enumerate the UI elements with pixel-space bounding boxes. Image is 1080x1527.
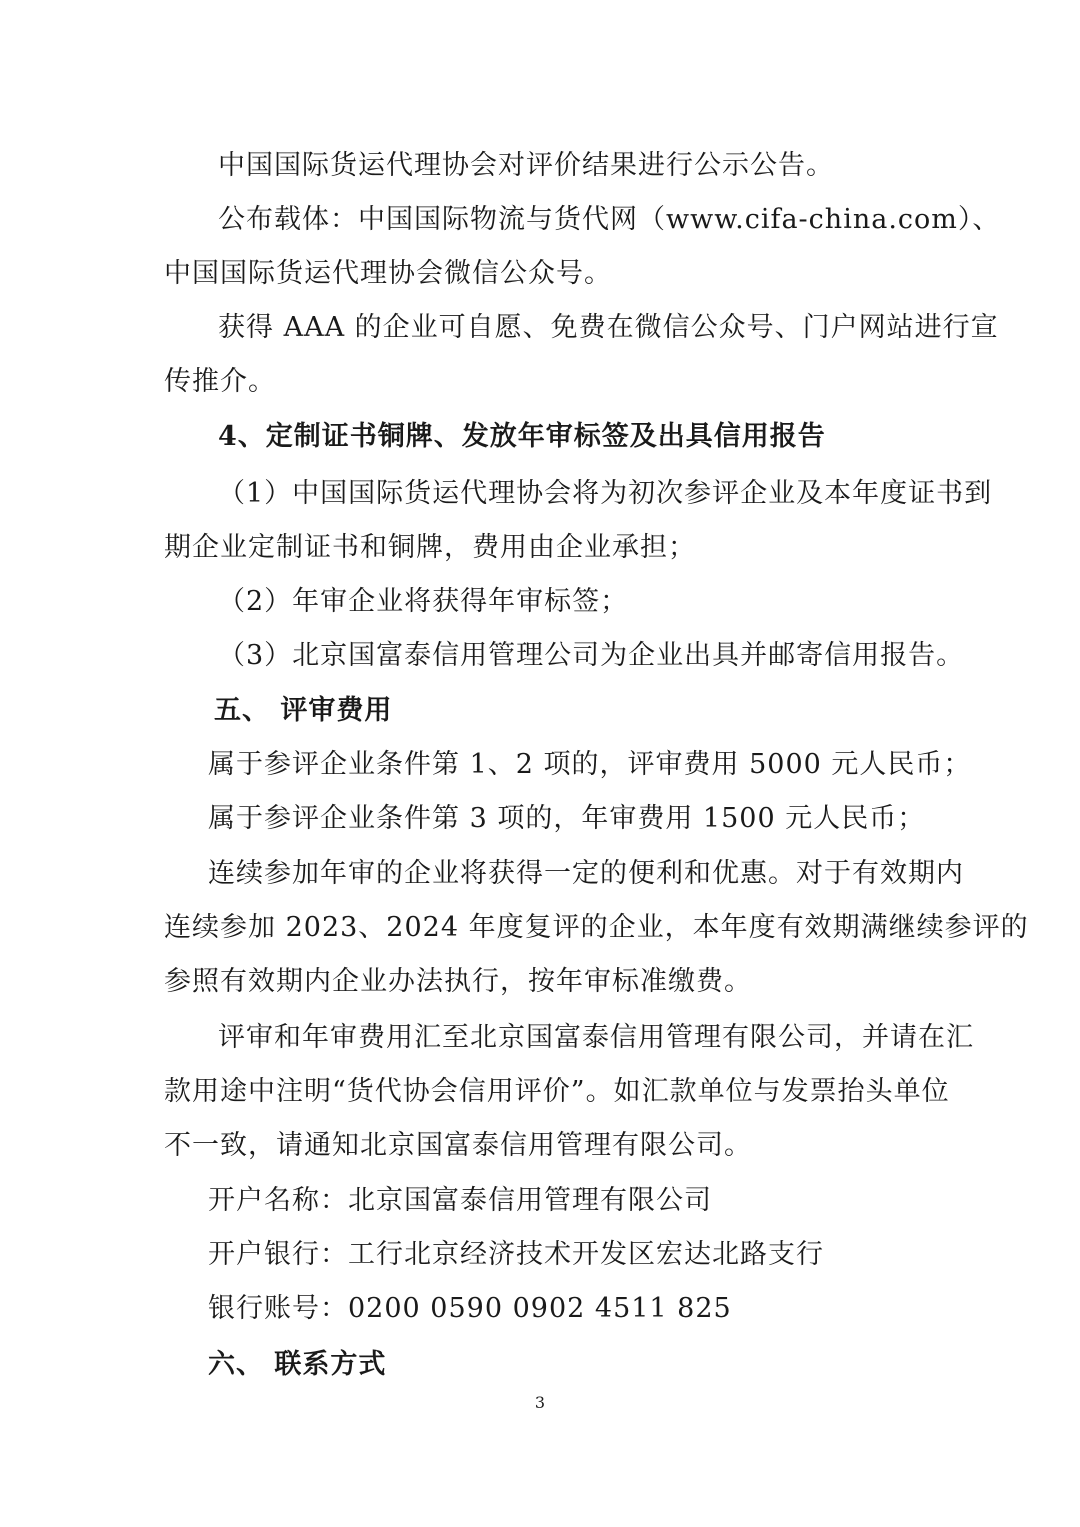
- bank-name-line: 开户银行：工行北京经济技术开发区宏达北路支行: [208, 1239, 824, 1270]
- paragraph-line: 属于参评企业条件第 1、2 项的，评审费用 5000 元人民币；: [208, 749, 972, 780]
- paragraph-line: 传推介。: [164, 366, 276, 397]
- paragraph-line: 款用途中注明“货代协会信用评价”。如汇款单位与发票抬头单位: [164, 1076, 950, 1107]
- paragraph-line: 中国国际货运代理协会对评价结果进行公示公告。: [218, 150, 834, 181]
- section-heading-4: 4、定制证书铜牌、发放年审标签及出具信用报告: [218, 421, 826, 452]
- paragraph-line: 参照有效期内企业办法执行，按年审标准缴费。: [164, 966, 752, 997]
- paragraph-line: 连续参加年审的企业将获得一定的便利和优惠。对于有效期内: [208, 858, 964, 889]
- paragraph-line: 获得 AAA 的企业可自愿、免费在微信公众号、门户网站进行宣: [218, 312, 999, 343]
- paragraph-line: （1）中国国际货运代理协会将为初次参评企业及本年度证书到: [218, 478, 993, 509]
- account-name-line: 开户名称：北京国富泰信用管理有限公司: [208, 1185, 712, 1216]
- paragraph-line: 期企业定制证书和铜牌，费用由企业承担；: [164, 532, 696, 563]
- paragraph-line: 属于参评企业条件第 3 项的，年审费用 1500 元人民币；: [208, 803, 926, 834]
- account-number-line: 银行账号：0200 0590 0902 4511 825: [208, 1293, 732, 1324]
- paragraph-line: （2）年审企业将获得年审标签；: [218, 586, 629, 617]
- paragraph-line: 不一致，请通知北京国富泰信用管理有限公司。: [164, 1130, 752, 1161]
- paragraph-line: 评审和年审费用汇至北京国富泰信用管理有限公司，并请在汇: [218, 1022, 974, 1053]
- section-heading-5: 五、 评审费用: [214, 695, 393, 726]
- section-heading-6: 六、 联系方式: [208, 1349, 387, 1380]
- paragraph-line: 连续参加 2023、2024 年度复评的企业，本年度有效期满继续参评的: [164, 912, 1029, 943]
- paragraph-line: 公布载体：中国国际物流与货代网（www.cifa-china.com）、: [218, 204, 1001, 235]
- paragraph-line: （3）北京国富泰信用管理公司为企业出具并邮寄信用报告。: [218, 640, 965, 671]
- paragraph-line: 中国国际货运代理协会微信公众号。: [164, 258, 612, 289]
- page-number: 3: [534, 1393, 546, 1412]
